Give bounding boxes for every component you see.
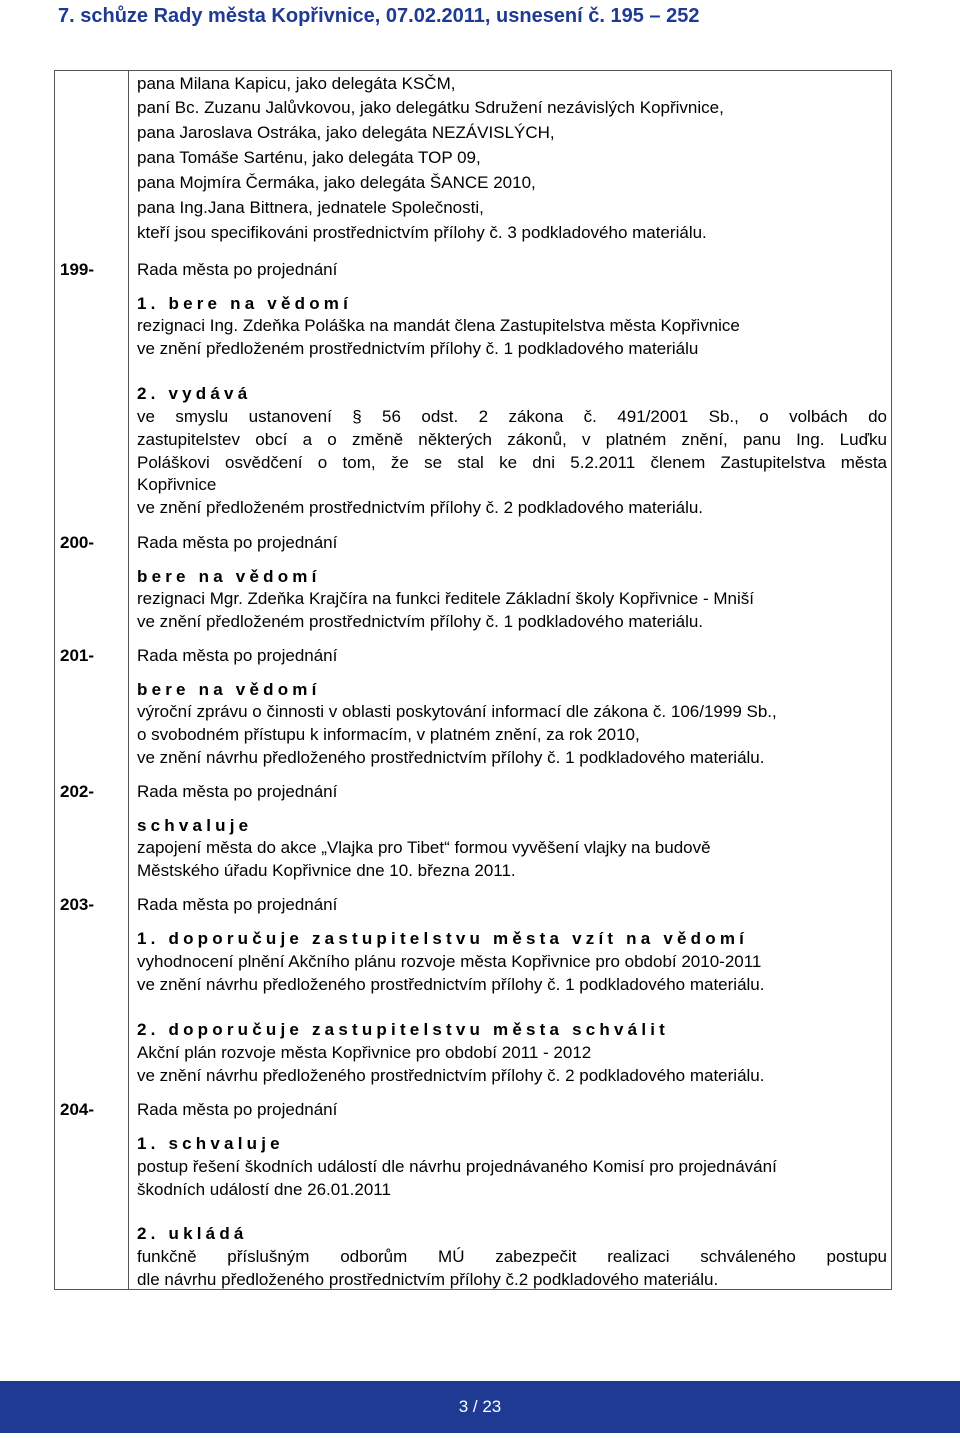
resolution-heading: 1. bere na vědomí (137, 294, 353, 313)
resolution-heading: 2. vydává (137, 384, 252, 403)
resolution-text: rezignaci Ing. Zdeňka Poláška na mandát člena Zastupitelstva města Kopřivnice (137, 316, 740, 335)
intro-line: pana Milana Kapicu, jako delegáta KSČM, (137, 74, 456, 93)
page-header-title: 7. schůze Rady města Kopřivnice, 07.02.2011, usnesení č. 195 – 252 (58, 5, 700, 27)
resolution-number: 203- (60, 895, 95, 914)
resolution-text: ve znění předloženém prostřednictvím přílohy č. 2 podkladového materiálu. (137, 498, 704, 517)
resolution-preamble: Rada města po projednání (137, 1100, 338, 1119)
resolution-text: Městského úřadu Kopřivnice dne 10. března 2011. (137, 861, 516, 880)
resolution-preamble: Rada města po projednání (137, 533, 338, 552)
resolution-preamble: Rada města po projednání (137, 782, 338, 801)
resolution-text: vyhodnocení plnění Akčního plánu rozvoje města Kopřivnice pro období 2010-2011 (137, 952, 762, 971)
resolution-number: 200- (60, 533, 95, 552)
resolution-number: 204- (60, 1100, 95, 1119)
resolution-text: rezignaci Mgr. Zdeňka Krajčíra na funkci ředitele Základní školy Kopřivnice - Mniší (137, 589, 754, 608)
resolution-text: škodních událostí dne 26.01.2011 (137, 1180, 391, 1199)
resolution-heading: 1. doporučuje zastupitelstvu města vzít na vědomí (137, 929, 749, 948)
resolution-text: funkčně příslušným odborům MÚ zabezpečit realizaci schváleného postupu (137, 1247, 887, 1266)
resolution-preamble: Rada města po projednání (137, 895, 338, 914)
resolution-text: dle návrhu předloženého prostřednictvím přílohy č.2 podkladového materiálu. (137, 1270, 719, 1289)
resolution-number: 201- (60, 646, 95, 665)
resolution-text: ve znění návrhu předloženého prostřednictvím přílohy č. 1 podkladového materiálu. (137, 748, 765, 767)
resolution-number: 199- (60, 260, 95, 279)
resolution-text: Poláškovi osvědčení o tom, že se stal ke dni 5.2.2011 členem Zastupitelstva města (137, 453, 887, 472)
intro-line: paní Bc. Zuzanu Jalůvkovou, jako delegátku Sdružení nezávislých Kopřivnice, (137, 98, 724, 117)
resolution-heading: 2. ukládá (137, 1224, 248, 1243)
intro-line: pana Jaroslava Ostráka, jako delegáta NEZÁVISLÝCH, (137, 123, 555, 142)
intro-line: pana Tomáše Sarténu, jako delegáta TOP 09, (137, 148, 481, 167)
intro-line: kteří jsou specifikováni prostřednictvím přílohy č. 3 podkladového materiálu. (137, 223, 707, 242)
resolution-text: Kopřivnice (137, 475, 217, 494)
resolution-text: výroční zprávu o činnosti v oblasti poskytování informací dle zákona č. 106/1999 Sb., (137, 702, 777, 721)
resolution-preamble: Rada města po projednání (137, 646, 338, 665)
resolution-text: ve smyslu ustanovení § 56 odst. 2 zákona č. 491/2001 Sb., o volbách do (137, 407, 887, 426)
resolution-heading: bere na vědomí (137, 680, 321, 699)
resolution-text: postup řešení škodních událostí dle návrhu projednávaného Komisí pro projednávání (137, 1157, 777, 1176)
resolution-text: ve znění návrhu předloženého prostřednictvím přílohy č. 1 podkladového materiálu. (137, 975, 765, 994)
intro-line: pana Mojmíra Čermáka, jako delegáta ŠANCE 2010, (137, 173, 536, 192)
resolution-number: 202- (60, 782, 95, 801)
resolution-text: Akční plán rozvoje města Kopřivnice pro období 2011 - 2012 (137, 1043, 592, 1062)
resolution-heading: bere na vědomí (137, 567, 321, 586)
column-divider (128, 70, 129, 1290)
resolution-text: ve znění předloženém prostřednictvím přílohy č. 1 podkladového materiálu. (137, 612, 704, 631)
resolution-heading: 2. doporučuje zastupitelstvu města schválit (137, 1020, 670, 1039)
resolution-heading: schvaluje (137, 816, 253, 835)
resolution-text: ve znění předloženém prostřednictvím přílohy č. 1 podkladového materiálu (137, 339, 699, 358)
resolution-preamble: Rada města po projednání (137, 260, 338, 279)
resolution-text: zapojení města do akce „Vlajka pro Tibet“ formou vyvěšení vlajky na budově (137, 838, 711, 857)
resolution-text: o svobodném přístupu k informacím, v platném znění, za rok 2010, (137, 725, 640, 744)
footer-band (0, 1381, 960, 1433)
resolution-text: ve znění návrhu předloženého prostřednictvím přílohy č. 2 podkladového materiálu. (137, 1066, 765, 1085)
page-number: 3 / 23 (458, 1397, 502, 1416)
resolution-text: zastupitelstev obcí a o změně některých zákonů, v platném znění, panu Ing. Luďku (137, 430, 887, 449)
intro-line: pana Ing.Jana Bittnera, jednatele Společnosti, (137, 198, 484, 217)
resolution-heading: 1. schvaluje (137, 1134, 284, 1153)
